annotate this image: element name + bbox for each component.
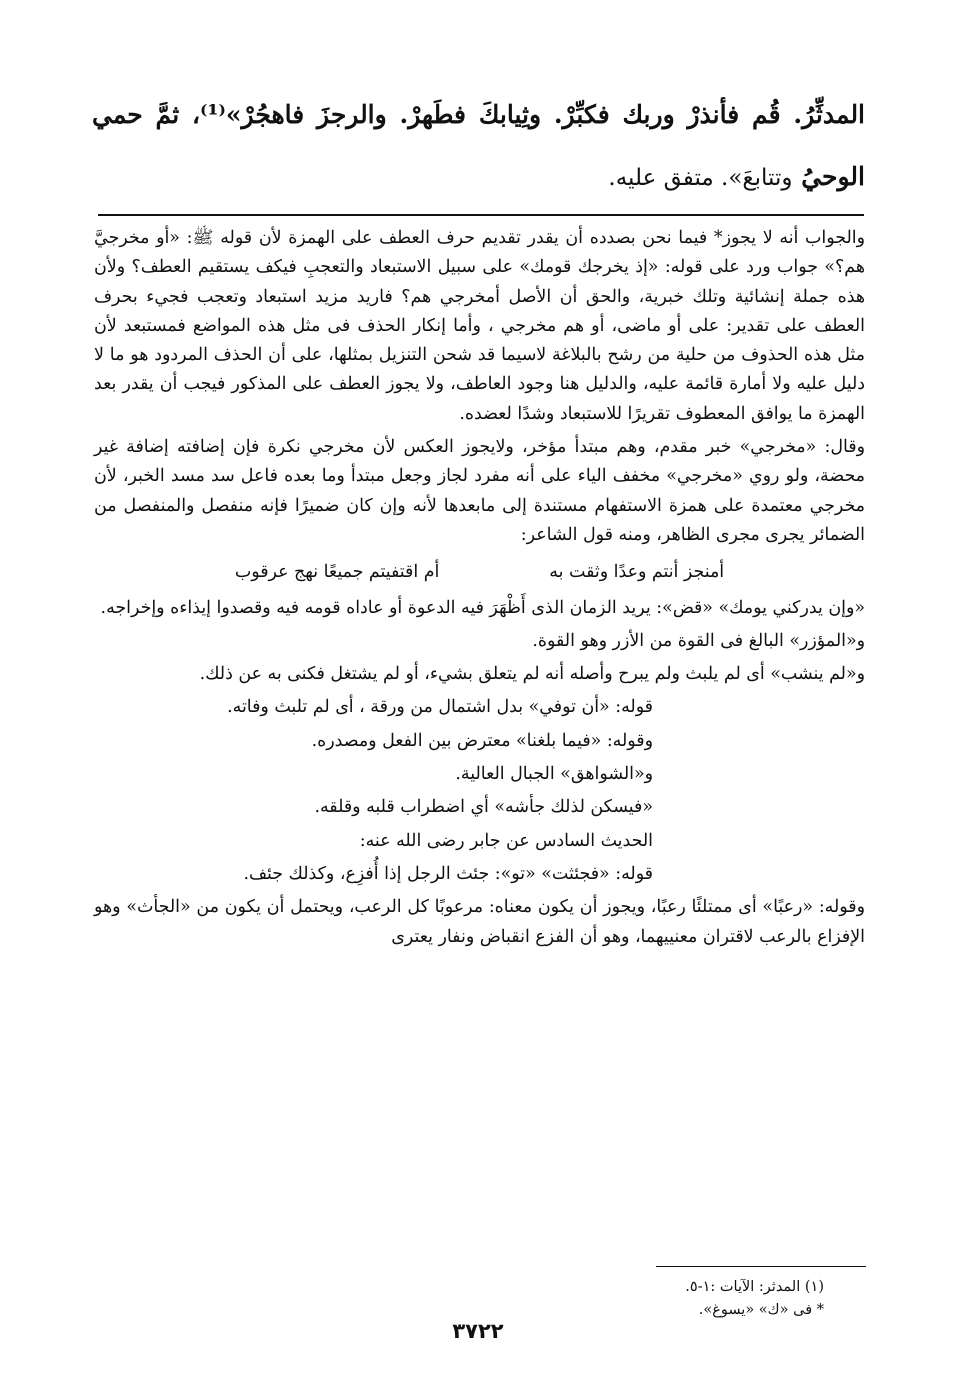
commentary-paragraph-6: قوله: «أن توفي» بدل اشتمال من ورقة ، أى لم تلبث وفاته.: [227, 697, 653, 718]
commentary-paragraph-1: والجواب أنه لا يجوز* فيما نحن بصدده أن يقدر تقديم حرف العطف على الهمزة لأن قوله ﷺ: «أو مخرجيَّ هم؟» جواب ورد على قوله: «إذ يخرجك قومك» على سبيل الاستبعاد والتعجبِ فيكف يستقيم العطف؟ ولأن هذه جملة إنشائية وتلك خبرية، والحق أن الأصل أمخرجي هم؟ فاريد مزيد استبعاد وتعجب فجيء بحرف العطف على تقدير: على أو ماضى، أو هم مخرجي ، وأما إنكار الحذف فى مثل هذه المواضع فمستبعد لأن مثل هذه الحذوف من حلية من رشح بالبلاغة لاسيما قد شحن التنزيل بمثلها، على أن الحذف المردود هو ما لا دليل عليه ولا أمارة قائمة عليه، والدليل هنا وجود العاطف، ولا يجوز العطف على المذكور فيجب أن يقدر بعد الهمزة ما يوافق المعطوف تقريرًا للاستبعاد وشدًا لعضده.: [94, 228, 865, 424]
commentary-paragraph-9: «فيسكن لذلك جأشه» أي اضطراب قلبه وقلقه.: [314, 797, 653, 818]
hadith-text: [92, 84, 865, 209]
commentary-paragraph-3: «وإن يدركني يومك» «قض»: يريد الزمان الذى أَظْهَرَ فيه الدعوة أو عاداه قومه فيه وقصدوا إيذاءه وإخراجه.: [100, 597, 865, 618]
verse-first-hemistich: أمنجز أنتم وعدًا وثقت به: [549, 562, 725, 583]
footnotes: [424, 1276, 824, 1322]
footnote-2: * فى «ك» «يسوغ».: [698, 1302, 824, 1318]
page-number: ٣٧٢٢: [452, 1319, 504, 1343]
commentary-body: [94, 224, 865, 952]
footnote-1: (١) المدثر: الآيات :١-٥.: [685, 1279, 824, 1295]
commentary-paragraph-2: وقال: «مخرجي» خبر مقدم، وهم مبتدأ مؤخر، ولايجوز العكس لأن مخرجي نكرة فإن إضافته إضافة غير محضة، ولو روي «مخرجي» مخفف الياء على أنه مفرد لجاز وجعل مبتدأ وما بعده فاعل سد مسد الخبر، لأن مخرجي معتمدة على همزة الاستفهام مستندة إلى مابعدها لأنه وإن كان ضميرًا فإنه منفصل والمنفصل من الضمائر يجرى مجرى الظاهر، ومنه قول الشاعر:: [94, 437, 865, 545]
commentary-paragraph-11: قوله: «فجئثت» «تو»: جئث الرجل إذا أُفزِع، وكذلك جئف.: [243, 863, 653, 884]
commentary-paragraph-7: وقوله: «فيما بلغنا» معترض بين الفعل ومصدره.: [311, 730, 653, 751]
hadith-quote-end: وتتابعَ». متفق عليه.: [608, 165, 793, 191]
commentary-paragraph-12: وقوله: «رعبًا» أى ممتلئًا رعبًا، ويجوز أن يكون معناه: مرعوبًا كل الرعب، ويحتمل أن يكون من «الجأث» وهو الإفزاع بالرعب لاقتران معنييهما، وهو أن الفزع انقباض ونفار يعترى: [94, 897, 865, 947]
poetry-verse: [94, 550, 865, 593]
main-separator-line: [98, 214, 864, 216]
commentary-paragraph-8: و«الشواهق» الجبال العالية.: [455, 764, 653, 785]
commentary-paragraph-4: و«المؤزر» البالغ فى القوة من الأزر وهو القوة.: [532, 630, 865, 651]
commentary-paragraph-5: و«لم ينشب» أى لم يلبث ولم يبرح وأصله أنه لم يتعلق بشيء، أو لم يشتغل فكنى به عن ذلك.: [199, 664, 865, 685]
footnote-separator-line: [656, 1266, 866, 1267]
commentary-paragraph-10: الحديث السادس عن جابر رضى الله عنه:: [359, 830, 653, 851]
hadith-quote-bold: المدثِّرُ. قُم فأنذرْ وربك فكبِّرْ. وثِيابكَ فطَهرْ. والرجزَ فاهجُرْ»⁽¹⁾، ثمَّ حمي الوحيُ: [92, 100, 866, 191]
verse-second-hemistich: أم اقتفيتم جميعًا نهج عرقوب: [234, 562, 440, 583]
